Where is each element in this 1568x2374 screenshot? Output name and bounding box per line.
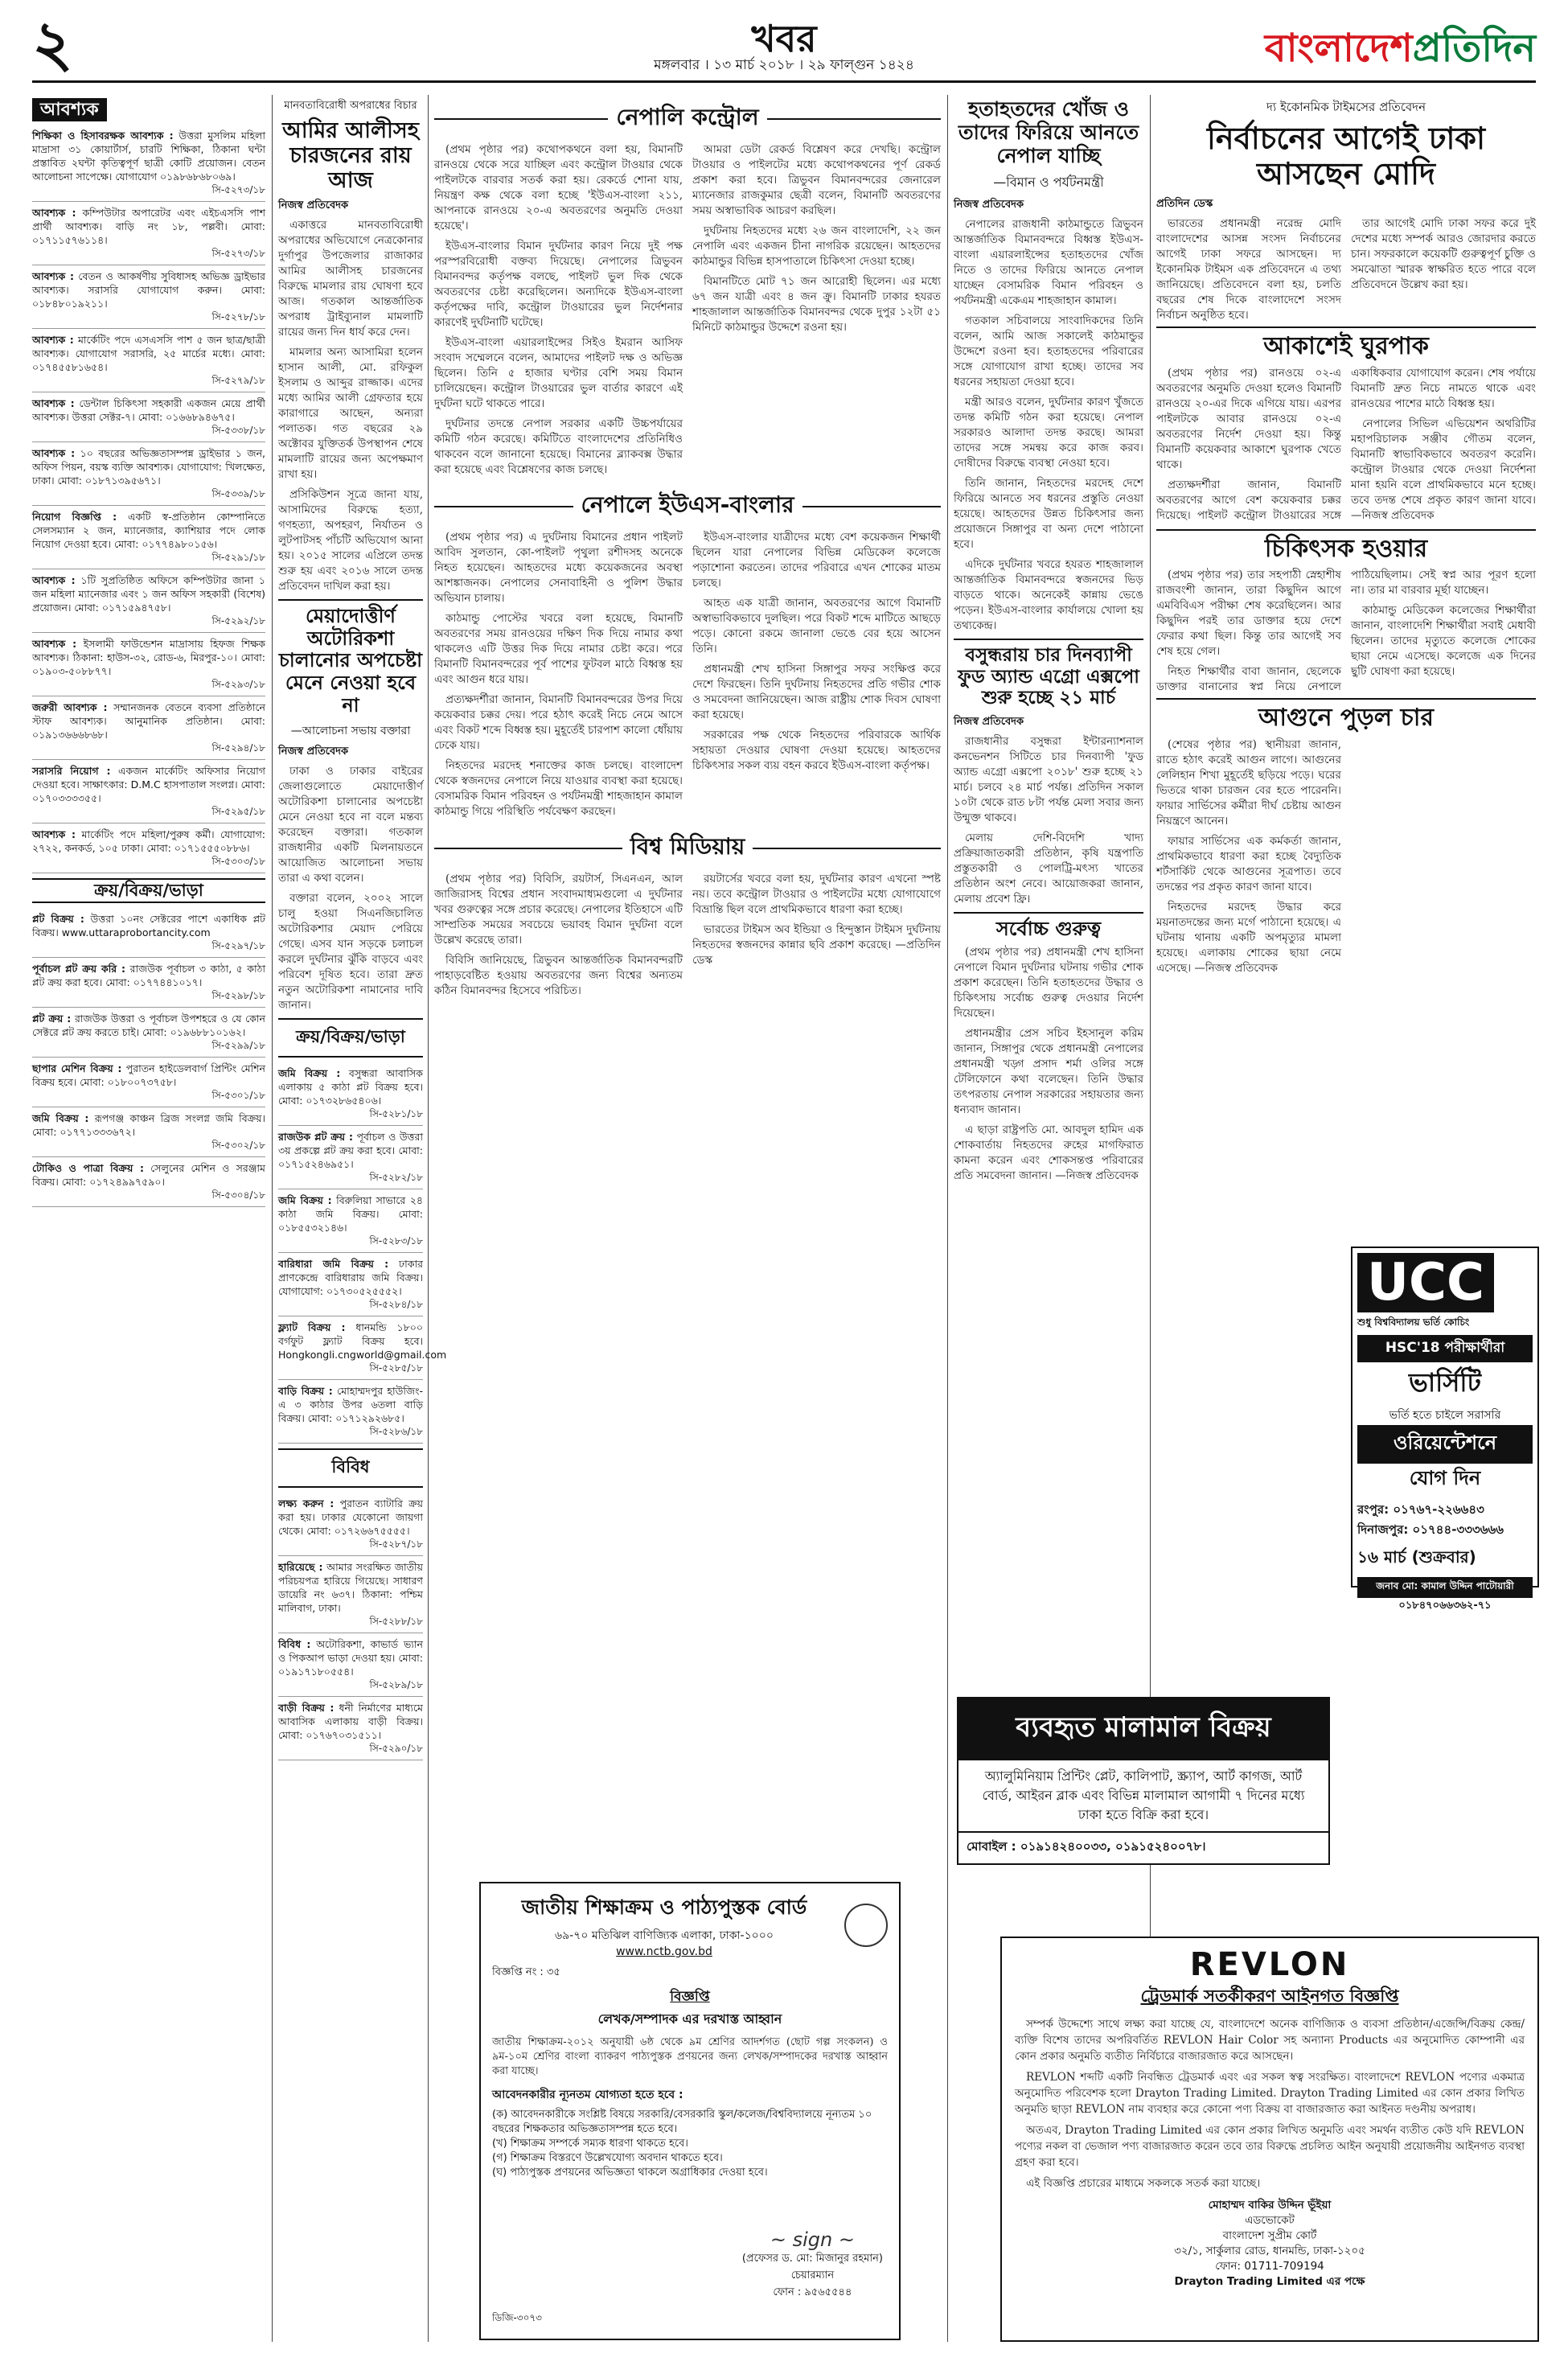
requirements-title: আবেদনকারীর ন্যূনতম যোগ্যতা হতে হবে : bbox=[492, 2089, 683, 2101]
classified-item bbox=[278, 1380, 423, 1444]
requirement-item: (ক) আবেদনকারীকে সংশ্লিষ্ট বিষয়ে সরকারি/বেসরকারি স্কুল/কলেজ/বিশ্ববিদ্যালয়ে নূন্যতম ১০ বছরের শিক্ষকতার অভিজ্ঞতাসম্পন্ন হতে হবে। bbox=[492, 2109, 872, 2135]
classified-title: আবশ্যক : bbox=[32, 638, 77, 650]
article-body bbox=[1156, 216, 1536, 323]
column-rule bbox=[272, 95, 273, 2342]
paragraph: মন্ত্রী আরও বলেন, দুর্ঘটনার কারণ খুঁজতে তদন্ত কমিটি গঠন করা হয়েছে। নেপাল সরকারও আলাদা তদন্ত করছে। আমরা তাদের সঙ্গে সমন্বয় করে কাজ করব। দোষীদের বিরুদ্ধে ব্যবস্থা নেওয়া হবে। bbox=[954, 396, 1143, 470]
classified-body: উত্তরা ১০নং সেক্টরের পাশে একাধিক প্লট বিক্রয়। www.uttaraprobortancity.com bbox=[32, 913, 265, 939]
nctb-seal-icon bbox=[844, 1904, 888, 1947]
page-number: ২ bbox=[32, 7, 73, 80]
article-body bbox=[692, 872, 941, 1004]
paragraph: প্রধানমন্ত্রীর প্রেস সচিব ইহসানুল করিম জানান, সিঙ্গাপুর থেকে প্রধানমন্ত্রী নেপালের প্রধানমন্ত্রী খড়্গ প্রসাদ শর্মা ওলির সঙ্গে টেলিফোনে কথা বলেছেন। তিনি উদ্ধার তৎপরতায় নেপাল সরকারের সহায়তার জন্য ধন্যবাদ জানান। bbox=[954, 1027, 1143, 1117]
classified-item bbox=[32, 506, 265, 569]
paragraph: ভারতের টাইমস অব ইন্ডিয়া ও হিন্দুস্তান টাইমস দুর্ঘটনায় নিহতদের স্বজনদের কান্নার ছবি প্রকাশ করেছে। —প্রতিদিন ডেস্ক bbox=[692, 923, 941, 967]
paragraph: কাঠমান্ডু পোস্টের খবরে বলা হয়েছে, বিমানটি অবতরণের সময় রানওয়ের দক্ষিণ দিক দিয়ে নামার কথা থাকলেও এটি উত্তর দিক দিয়ে নামার চেষ্টা করে। পরে বিমানটি বিমানবন্দরের পূর্ব পাশের ফুটবল মাঠে বিধ্বস্ত হয় এবং আগুন ধরে যায়। bbox=[434, 612, 683, 686]
classified-item bbox=[32, 760, 265, 824]
article-headline: চিকিৎসক হওয়ার bbox=[1156, 529, 1536, 564]
box-heading: ক্রয়/বিক্রয়/ভাড়া bbox=[278, 1018, 423, 1058]
paragraph: তিনি জানান, নিহতদের মরদেহ দেশে ফিরিয়ে আনতে সব ধরনের প্রস্তুতি নেওয়া হয়েছে। আহতদের উন্নত চিকিৎসার জন্য প্রয়োজনে সিঙ্গাপুর বা অন্য দেশে পাঠানো হবে। bbox=[954, 477, 1143, 552]
article-body bbox=[434, 872, 683, 1004]
paragraph: ইউএস-বাংলার বিমান দুর্ঘটনার কারণ নিয়ে দুই পক্ষ পরস্পরবিরোধী বক্তব্য দিয়েছে। নেপালের ত্রিভুবন বিমানবন্দর কর্তৃপক্ষ বলছে, পাইলট ভুল দিক থেকে অবতরণের চেষ্টা করেছিলেন। অন্যদিকে ইউএস-বাংলা কর্তৃপক্ষের দাবি, কন্ট্রোল টাওয়ারের ভুল নির্দেশনার কারণেই দুর্ঘটনাটি ঘটেছে। bbox=[434, 240, 683, 329]
classified-item bbox=[278, 1316, 447, 1380]
classified-body: অটোরিকশা, কাভার্ড ভ্যান ও পিকআপ ভাড়া দেওয়া হয়। মোবা: ০১৯১৭১৮০৫৫৪। bbox=[278, 1638, 423, 1678]
paragraph: নিহতদের মরদেহ শনাক্তের কাজ চলছে। বাংলাদেশ থেকে স্বজনদের নেপালে নিয়ে যাওয়ার ব্যবস্থা করা হয়েছে। বেসামরিক বিমান পরিবহন ও পর্যটনমন্ত্রী শাহজাহান কামাল কাঠমান্ডু গিয়ে পরিস্থিতি পর্যবেক্ষণ করছেন। bbox=[434, 759, 683, 818]
classified-code: সি-৫২৯১/১৮ bbox=[211, 552, 265, 563]
classified-item bbox=[32, 202, 265, 265]
signer-title: চেয়ারম্যান bbox=[790, 2269, 835, 2282]
signer-court: বাংলাদেশ সুপ্রীম কোর্ট bbox=[1222, 2229, 1317, 2242]
article-byline: নিজস্ব প্রতিবেদক bbox=[954, 715, 1024, 728]
paragraph: আহত এক যাত্রী জানান, অবতরণের আগে বিমানটি অস্বাভাবিকভাবে দুলছিল। পরে বিকট শব্দে মাটিতে আছড়ে পড়ে। কোনো রকমে জানালা ভেঙে বের হয়ে আসেন তিনি। bbox=[692, 597, 941, 655]
classified-body: সম্মানজনক বেতনে ব্যবসা প্রতিষ্ঠানে স্টাফ আবশ্যক। আনুমানিক প্রতিষ্ঠান। মোবা: ০১৯১৩৬৬৬৮৬৮। bbox=[32, 701, 265, 741]
article-headline: আমির আলীসহ চারজনের রায় আজ bbox=[282, 118, 419, 194]
classified-body: কম্পিউটার অপারেটর এবং এইচএসসি পাশ প্রার্থী আবশ্যক। বাড়ি নং ১৮, পল্লবী। মোবা: ০১৭১১৫৭৬১১৪। bbox=[32, 207, 265, 246]
classifieds-heading: আবশ্যক bbox=[32, 98, 107, 121]
classified-body: ধানমন্ডি ১৮০০ বর্গফুট ফ্ল্যাট বিক্রয় হবে। Hongkongli.cngworld@gmail.com bbox=[278, 1321, 447, 1362]
paragraph: (প্রথম পৃষ্ঠার পর) এ দুর্ঘটনায় বিমানের প্রধান পাইলট আবিদ সুলতান, কো-পাইলট পৃথুলা রশীদসহ অনেকে নিহত হয়েছেন। আহতদের মধ্যে কয়েকজনের অবস্থা আশঙ্কাজনক। নেপালের সেনাবাহিনী ও পুলিশ উদ্ধার অভিযান চালায়। bbox=[434, 531, 683, 605]
classified-code: সি-৫২৮২/১৮ bbox=[369, 1172, 423, 1184]
paper-logo bbox=[1265, 19, 1536, 83]
ad-hsc: HSC'18 পরীক্ষার্থীরা bbox=[1357, 1335, 1533, 1362]
paragraph: ফায়ার সার্ভিসের এক কর্মকর্তা জানান, প্রাথমিকভাবে ধারণা করা হচ্ছে বৈদ্যুতিক শর্টসার্কিট থেকে আগুনের সূত্রপাত। তবে তদন্তের পর প্রকৃত কারণ জানা যাবে। bbox=[1156, 834, 1341, 893]
classified-code: সি-৫২৯৫/১৮ bbox=[211, 806, 265, 817]
ad-title: ট্রেডমার্ক সতর্কীকরণ আইনগত বিজ্ঞপ্তি bbox=[1140, 1986, 1399, 2006]
ucc-logo: UCC bbox=[1357, 1253, 1494, 1312]
classified-body: সেলুনের মেশিন ও সরঞ্জাম বিক্রয়। মোবা: ০১৭২৪৯৯৭৫৯০। bbox=[32, 1162, 265, 1188]
article-body bbox=[1156, 568, 1536, 695]
classified-item bbox=[32, 633, 265, 696]
classified-title: শিক্ষিকা ও হিসাবরক্ষক আবশ্যক : bbox=[32, 129, 174, 142]
masthead bbox=[32, 8, 1536, 83]
classified-title: জরুরী আবশ্যক : bbox=[32, 701, 108, 713]
classified-code: সি-৫২৮৮/১৮ bbox=[369, 1616, 423, 1628]
classified-title: বাড়ি বিক্রয় : bbox=[278, 1385, 333, 1398]
paragraph: বক্তারা বলেন, ২০০২ সালে চালু হওয়া সিএনজিচালিত অটোরিকশার মেয়াদ পেরিয়ে গেছে। এসব যান সড়কে চলাচল করলে দুর্ঘটনার ঝুঁকি বাড়বে এবং পরিবেশ দূষিত হবে। তারা দ্রুত নতুন অটোরিকশা নামানোর দাবি জানান। bbox=[278, 892, 423, 1012]
ad-dg-ref: ডিজি-৩০৭৩ bbox=[492, 2312, 542, 2323]
paragraph: রয়টার্সের খবরে বলা হয়, দুর্ঘটনার কারণ এখনো স্পষ্ট নয়। তবে কন্ট্রোল টাওয়ার ও পাইলটের মধ্যে যোগাযোগে বিভ্রান্তি ছিল বলে প্রাথমিকভাবে ধারণা করা হচ্ছে। bbox=[692, 873, 941, 916]
classified-title: রাজউক প্লট ক্রয় : bbox=[278, 1131, 353, 1144]
classified-code: সি-৫২৭৩/১৮ bbox=[211, 184, 265, 195]
ad-join: যোগ দিন bbox=[1409, 1467, 1481, 1489]
classified-item bbox=[32, 1157, 265, 1207]
article-byline: নিজস্ব প্রতিবেদক bbox=[954, 199, 1024, 212]
paragraph: সম্পর্ক উদ্দেশ্যে সাথে লক্ষ্য করা যাচ্ছে যে, বাংলাদেশে অনেক বাণিজ্যিক ও ব্যবসা প্রতিষ্ঠান/এজেন্সি/বিক্রয় কেন্দ্র/ ব্যক্তি বিশেষ তাদের অপরিবর্তিত REVLON Hair Color সহ অন্যান্য Products এর অনুমোদিত কোম্পানী এর কোন প্রকার অনুমতি ব্যতীত নির্বিচারে বাজারজাত করে আসছেন। bbox=[1015, 2018, 1525, 2063]
ad-phone: ০১৮৪৭০৬৬৩৬২-৭১ bbox=[1398, 1600, 1492, 1612]
column-2 bbox=[278, 95, 447, 2342]
classified-code: সি-৫৩৩৮/১৮ bbox=[211, 425, 265, 436]
classified-title: ফ্ল্যাট বিক্রয় : bbox=[278, 1321, 346, 1334]
article-headline: বসুন্ধরায় চার দিনব্যাপী ফুড অ্যান্ড এগ্রো এক্সপো শুরু হচ্ছে ২১ মার্চ bbox=[954, 639, 1143, 709]
paragraph: (প্রথম পৃষ্ঠার পর) বিবিসি, রয়টার্স, সিএনএন, আল জাজিরাসহ বিশ্বের প্রধান সংবাদমাধ্যমগুলো এ দুর্ঘটনার খবর গুরুত্বের সঙ্গে প্রচার করেছে। নেপালের ইতিহাসে এটি সাম্প্রতিক সময়ের সবচেয়ে ভয়াবহ বিমান দুর্ঘটনা বলে উল্লেখ করেছে তারা। bbox=[434, 873, 683, 947]
classified-body: আমার সংরক্ষিত জাতীয় পরিচয়পত্র হারিয়ে গিয়েছে। সাধারণ ডায়েরি নং ৬৩৭। ঠিকানা: পশ্চিম মালিবাগ, ঢাকা। bbox=[278, 1561, 423, 1615]
classified-code: সি-৫২৮৯/১৮ bbox=[369, 1679, 423, 1691]
paragraph: তার আগেই মোদি ঢাকা সফর করে দুই দেশের মধ্যে সম্পর্ক আরও জোরদার করতে চান। সফরকালে কয়েকটি গুরুত্বপূর্ণ চুক্তি ও সমঝোতা স্মারক স্বাক্ষরিত হতে পারে বলে প্রতিবেদনে উল্লেখ করা হয়। bbox=[1351, 217, 1536, 292]
ad-dinajpur: দিনাজপুর: ০১৭৪৪-৩৩৩৬৬৬ bbox=[1357, 1522, 1504, 1537]
ad-orientation: ওরিয়েন্টেশনে bbox=[1357, 1425, 1533, 1464]
classified-title: টোকিও ও পাত্রা বিক্রয় : bbox=[32, 1162, 144, 1174]
article-body bbox=[954, 734, 1143, 907]
classified-title: আবশ্যক : bbox=[32, 334, 74, 346]
requirement-item: (খ) শিক্ষাক্রম সম্পর্কে সম্যক ধারণা থাকতে হবে। bbox=[492, 2138, 688, 2150]
classified-code: সি-৫২৮৪/১৮ bbox=[369, 1299, 423, 1311]
classified-item bbox=[32, 1058, 265, 1107]
classified-item bbox=[32, 696, 265, 760]
ad-body bbox=[1015, 2016, 1525, 2191]
classified-item bbox=[32, 125, 265, 202]
paragraph: (প্রথম পৃষ্ঠার পর) রানওয়ে ০২-এ অবতরণের অনুমতি দেওয়া হলেও বিমানটি রানওয়ে ২০-এর দিকে এগিয়ে যায়। এরপর পাইলটকে আবার রানওয়ে ০২-এ অবতরণের নির্দেশ দেওয়া হয়। কিন্তু বিমানটি কয়েকবার আকাশে ঘুরপাক খেতে থাকে। bbox=[1156, 366, 1341, 471]
classified-item bbox=[32, 824, 265, 873]
paragraph: (প্রথম পৃষ্ঠার পর) প্রধানমন্ত্রী শেখ হাসিনা নেপালে বিমান দুর্ঘটনার ঘটনায় গভীর শোক প্রকাশ করেছেন। তিনি হতাহতদের উদ্ধার ও চিকিৎসায় সর্বোচ্চ গুরুত্ব দেওয়ার নির্দেশ দিয়েছেন। bbox=[954, 946, 1143, 1021]
paragraph: মেলায় দেশি-বিদেশি খাদ্য প্রক্রিয়াজাতকারী প্রতিষ্ঠান, কৃষি যন্ত্রপাতি প্রস্তুতকারী ও পোলট্রি-মৎস্য খাতের প্রতিষ্ঠান অংশ নেবে। আয়োজকরা জানান, মেলায় প্রবেশ ফ্রি। bbox=[954, 831, 1143, 906]
ad-title: ব্যবহৃত মালামাল বিক্রয় bbox=[958, 1698, 1328, 1760]
classified-item bbox=[32, 442, 265, 506]
classified-code: সি-৫২৭৮/১৮ bbox=[211, 311, 265, 322]
classified-body: রাজউক উত্তরা ও পূর্বাচল উপশহরে ও যে কোন সেক্টরে প্লট ক্রয় করতে চাই। মোবা: ০১৯৬৮৮১০১৬২। bbox=[32, 1012, 265, 1038]
article-headline: হতাহতদের খোঁজ ও তাদের ফিরিয়ে আনতে নেপাল যাচ্ছি bbox=[958, 97, 1139, 167]
paragraph: রাজধানীর বসুন্ধরা ইন্টারন্যাশনাল কনভেনশন সিটিতে চার দিনব্যাপী 'ফুড অ্যান্ড এগ্রো এক্সপো ২০১৮' শুরু হচ্ছে ২১ মার্চ। চলবে ২৪ মার্চ পর্যন্ত। প্রতিদিন সকাল ১০টা থেকে রাত ৮টা পর্যন্ত মেলা সবার জন্য উন্মুক্ত থাকবে। bbox=[954, 734, 1143, 824]
signer-phone: ফোন: 01711-709194 bbox=[1215, 2260, 1324, 2273]
classified-title: পূর্বাচল প্লট ক্রয় করি : bbox=[32, 963, 126, 975]
classified-code: সি-৫২৮৫/১৮ bbox=[369, 1362, 423, 1374]
classified-title: আবশ্যক : bbox=[32, 574, 76, 586]
notice-title: বিজ্ঞপ্তি bbox=[670, 1989, 710, 2005]
revlon-advertisement bbox=[1000, 1937, 1539, 2342]
paragraph: নিহত শিক্ষার্থীর বাবা জানান, ছেলেকে ডাক্তার বানানোর স্বপ্ন নিয়ে নেপালে পাঠিয়েছিলাম। সেই স্বপ্ন আর পূরণ হলো না। তার মা বারবার মূর্ছা যাচ্ছেন। bbox=[1156, 569, 1536, 694]
classified-title: ছাপার মেশিন বিক্রয় : bbox=[32, 1062, 122, 1074]
ad-ref: বিজ্ঞপ্তি নং : ৩৫ bbox=[492, 1966, 560, 1978]
ucc-advertisement bbox=[1351, 1247, 1539, 1612]
classified-body: ধনী নির্মাণের মাধ্যমে আবাসিক এলাকায় বাড়ী বিক্রয়। মোবা: ০১৭৬৭০৩১৫১১। bbox=[278, 1702, 423, 1742]
classified-body: পুরাতন ব্যাটারি ক্রয় করা হয়। ঢাকার যেকোনো জায়গা থেকে। মোবা: ০১৭২৬৬৭৫৫৫৫। bbox=[278, 1497, 423, 1538]
paragraph: মামলার অন্য আসামিরা হলেন হাসান আলী, মো. রফিকুল ইসলাম ও আব্দুর রাজ্জাক। এদের মধ্যে আমির আলী গ্রেফতার হয়ে কারাগারে আছেন, অন্যরা পলাতক। গত বছরের ২৯ অক্টোবর যুক্তিতর্ক উপস্থাপন শেষে মামলাটি রায়ের জন্য অপেক্ষমাণ রাখা হয়। bbox=[278, 346, 423, 482]
article-body bbox=[692, 142, 941, 483]
paragraph: ভারতের প্রধানমন্ত্রী নরেন্দ্র মোদি বাংলাদেশের আসন্ন সংসদ নির্বাচনের আগেই ঢাকা সফরে আসছেন। দ্য ইকোনমিক টাইমস এক প্রতিবেদনে এ তথ্য জানিয়েছে। প্রতিবেদনে বলা হয়, চলতি বছরের শেষ দিকে বাংলাদেশে সংসদ নির্বাচন অনুষ্ঠিত হবে। bbox=[1156, 217, 1341, 322]
ad-tagline: শুধু বিশ্ববিদ্যালয় ভর্তি কোচিং bbox=[1357, 1316, 1470, 1328]
issue-date: মঙ্গলবার । ১৩ মার্চ ২০১৮ । ২৯ ফাল্গুন ১৪২৪ bbox=[654, 57, 914, 73]
classified-title: জমি বিক্রয় : bbox=[32, 1112, 89, 1124]
article-body bbox=[278, 764, 423, 1013]
classified-item bbox=[32, 265, 265, 329]
classified-item bbox=[32, 569, 265, 633]
nctb-advertisement bbox=[479, 1882, 901, 2340]
classified-title: লক্ষ্য করুন : bbox=[278, 1497, 335, 1510]
classified-item bbox=[278, 1126, 423, 1189]
classified-code: সি-৫২৯৯/১৮ bbox=[211, 1040, 265, 1051]
ad-line: ভর্তি হতে চাইলে সরাসরি bbox=[1389, 1409, 1501, 1422]
classified-code: সি-৫৩০২/১৮ bbox=[211, 1140, 265, 1151]
classified-item bbox=[278, 1253, 423, 1316]
article-body bbox=[434, 142, 683, 483]
classified-title: সরাসরি নিয়োগ : bbox=[32, 765, 111, 777]
article-headline: আগুনে পুড়ল চার bbox=[1156, 698, 1536, 733]
classified-item bbox=[278, 1493, 423, 1556]
classified-title: বিবিধ : bbox=[278, 1638, 311, 1651]
classified-item bbox=[32, 329, 265, 392]
paragraph: নিহতদের মরদেহ উদ্ধার করে ময়নাতদন্তের জন্য মর্গে পাঠানো হয়েছে। এ ঘটনায় থানায় একটি অপমৃত্যুর মামলা হয়েছে। এলাকায় শোকের ছায়া নেমে এসেছে। —নিজস্ব প্রতিবেদক bbox=[1156, 900, 1341, 975]
paragraph: প্রসিকিউশন সূত্রে জানা যায়, আসামিদের বিরুদ্ধে হত্যা, গণহত্যা, অপহরণ, নির্যাতন ও লুটপাটসহ পাঁচটি অভিযোগ আনা হয়। ২০১৫ সালের এপ্রিলে তদন্ত শুরু হয় এবং ২০১৬ সালে তদন্ত প্রতিবেদন দাখিল করা হয়। bbox=[278, 488, 423, 594]
classified-body: রূপগঞ্জ কাঞ্চন ব্রিজ সংলগ্ন জমি বিক্রয়। মোবা: ০১৭৭১৩৩৩৬৭২। bbox=[32, 1112, 265, 1138]
classified-body: বিরুলিয়া সাভারে ২৪ কাঠা জমি বিক্রয়। মোবা: ০১৮৫৫৩২১৪৬। bbox=[278, 1194, 423, 1234]
ad-title: জাতীয় শিক্ষাক্রম ও পাঠ্যপুস্তক বোর্ড bbox=[521, 1896, 807, 1919]
classified-body: একটি স্ব-প্রতিষ্ঠান কোম্পানিতে সেলসম্যান ২ জন, ম্যানেজার, ক্যাশিয়ার পদে লোক নিয়োগ দেওয়া হবে। মোবা: ০১৭৭৪৯৮০১৫৬। bbox=[32, 511, 265, 550]
classified-title: আবশ্যক : bbox=[32, 270, 75, 282]
article-headline: আকাশেই ঘুরপাক bbox=[1156, 327, 1536, 361]
classified-item bbox=[32, 1008, 265, 1058]
article-body bbox=[278, 218, 423, 594]
article-body bbox=[954, 945, 1143, 1184]
paragraph: সরকারের পক্ষ থেকে নিহতদের পরিবারকে আর্থিক সহায়তা দেওয়ার ঘোষণা দেওয়া হয়েছে। আহতদের চিকিৎসার সকল ব্যয় বহন করবে ইউএস-বাংলা কর্তৃপক্ষ। bbox=[692, 729, 941, 772]
classified-code: সি-৫৩০৩/১৮ bbox=[211, 856, 265, 867]
paragraph: বিমানটিতে মোট ৭১ জন আরোহী ছিলেন। এর মধ্যে ৬৭ জন যাত্রী এবং ৪ জন ক্রু। বিমানটি ঢাকার হযরত শাহজালাল আন্তর্জাতিক বিমানবন্দর থেকে দুপুর ১২টা ৫১ মিনিটে কাঠমান্ডুর উদ্দেশে রওনা হয়। bbox=[692, 275, 941, 334]
article-body bbox=[692, 530, 941, 824]
ad-contact: জনাব মো: কামাল উদ্দিন পাটোয়ারী bbox=[1357, 1577, 1533, 1598]
classified-code: সি-৫২৮৬/১৮ bbox=[369, 1426, 423, 1438]
article-kicker: —বিমান ও পর্যটনমন্ত্রী bbox=[993, 175, 1104, 191]
classified-code: সি-৫২৮১/১৮ bbox=[369, 1108, 423, 1120]
classified-body: রাজউক পূর্বাচল ৩ কাঠা, ৫ কাঠা প্লট ক্রয় করা হবে। মোবা: ০১৭৭৪৪১০১৭। bbox=[32, 963, 265, 988]
article-body bbox=[954, 217, 1143, 634]
classified-item bbox=[278, 1633, 423, 1697]
paragraph: প্রত্যক্ষদর্শীরা জানান, বিমানটি বিমানবন্দরের উপর দিয়ে কয়েকবার চক্কর দেয়। পরে হঠাৎ করেই নিচে নেমে আসে এবং বিকট শব্দে বিধ্বস্ত হয়। মুহূর্তেই চারপাশ কালো ধোঁয়ায় ঢেকে যায়। bbox=[434, 693, 683, 752]
paper-logo-part1: বাংলাদেশ bbox=[1264, 26, 1413, 71]
signer-for: Drayton Trading Limited এর পক্ষে bbox=[1174, 2275, 1365, 2288]
classified-body: ঢাকার প্রাণকেন্দ্রে বারিধারায় জমি বিক্রয়। যোগাযোগ: ০১৭৩০৫২৫৫৫২। bbox=[278, 1258, 423, 1298]
classified-item bbox=[32, 958, 265, 1008]
classified-code: সি-৫২৯৪/১৮ bbox=[211, 742, 265, 754]
paragraph: এই বিজ্ঞপ্তি প্রচারের মাধ্যমে সকলকে সতর্ক করা যাচ্ছে। bbox=[1026, 2177, 1261, 2190]
paragraph: এদিকে দুর্ঘটনার খবরে হযরত শাহজালাল আন্তর্জাতিক বিমানবন্দরে স্বজনদের ভিড় বাড়তে থাকে। অনেকেই কান্নায় ভেঙে পড়েন। ইউএস-বাংলার কার্যালয়ে খোলা হয় তথ্যকেন্দ্র। bbox=[954, 558, 1143, 633]
classified-title: প্লট ক্রয় : bbox=[32, 1012, 72, 1025]
requirement-item: (ঘ) পাঠ্যপুস্তক প্রণয়নের অভিজ্ঞতা থাকলে অগ্রাধিকার দেওয়া হবে। bbox=[492, 2167, 768, 2179]
ad-varsity: ভার্সিটি bbox=[1408, 1367, 1481, 1398]
classified-code: সি-৫২৯০/১৮ bbox=[369, 1743, 423, 1755]
paragraph: (শেষের পৃষ্ঠার পর) স্থানীয়রা জানান, রাতে হঠাৎ করেই আগুন লাগে। আগুনের লেলিহান শিখা মুহূর্তেই ছড়িয়ে পড়ে। ঘরের ভিতরে থাকা চারজন বের হতে পারেননি। ফায়ার সার্ভিসের কর্মীরা দীর্ঘ চেষ্টায় আগুন নিয়ন্ত্রণে আনেন। bbox=[1156, 737, 1341, 828]
article-headline: নির্বাচনের আগেই ঢাকা আসছেন মোদি bbox=[1207, 121, 1485, 191]
classified-body: মার্কেটিং পদে মহিলা/পুরুষ কর্মী। যোগাযোগ: ২৭২২, কনকর্ড, ১০৫ ঢাকা। মোবা: ০১৭১৫৫৫০৮৮৬। bbox=[32, 828, 265, 854]
paragraph: (প্রথম পৃষ্ঠার পর) তার সহপাঠী স্নেহাশীষ রাজবংশী জানান, তারা কিছুদিন আগে এমবিবিএস পরীক্ষা শেষ করেছিলেন। আর কিছুদিন পরই তার ডাক্তার হয়ে দেশে ফেরার কথা ছিল। কিন্তু তার আগেই সব শেষ হয়ে গেল। bbox=[1156, 569, 1341, 659]
signature: ~ sign ~ bbox=[770, 2228, 855, 2251]
ad-body: অ্যালুমিনিয়াম প্রিন্টিং প্লেট, কালিপাট, স্ক্র্যাপ, আর্ট কাগজ, আর্ট বোর্ড, আইরন ব্লাক এবং বিভিন্ন মালামাল আগামী ৭ দিনের মধ্যে ঢাকা হতে বিক্রি করা হবে। bbox=[982, 1768, 1305, 1822]
article-headline: নেপালি কন্ট্রোল bbox=[434, 100, 941, 138]
notice-subtitle: লেখক/সম্পাদক এর দরখাস্ত আহ্বান bbox=[597, 2011, 782, 2027]
ad-address: ৬৯-৭০ মতিঝিল বাণিজ্যিক এলাকা, ঢাকা-১০০০ bbox=[555, 1929, 774, 1942]
classified-body: বসুন্ধরা আবাসিক এলাকায় ৫ কাঠা প্লট বিক্রয় হবে। মোবা: ০১৭৩২৮৬৫৪০৬। bbox=[278, 1067, 423, 1107]
paragraph: অতএব, Drayton Trading Limited এর কোন প্রকার লিখিত অনুমতি এবং সমর্থন ব্যতীত কেউ যদি REVLON পণ্যের নকল বা ভেজাল পণ্য বাজারজাত করেন তবে তার বিরুদ্ধে প্রচলিত আইন অনুযায়ী প্রয়োজনীয় আইনগত ব্যবস্থা গ্রহণ করা হবে। bbox=[1015, 2124, 1525, 2169]
classified-title: আবশ্যক : bbox=[32, 397, 75, 409]
paragraph: প্রত্যক্ষদর্শীরা জানান, বিমানটি অবতরণের আগে বেশ কয়েকবার চক্কর দিয়েছে। পাইলট কন্ট্রোল টাওয়ারের সঙ্গে একাধিকবার যোগাযোগ করেন। শেষ পর্যায়ে বিমানটি দ্রুত নিচে নামতে থাকে এবং রানওয়ের পাশের মাঠে বিধ্বস্ত হয়। bbox=[1156, 366, 1536, 522]
paragraph: ঢাকা ও ঢাকার বাইরের জেলাগুলোতে মেয়াদোত্তীর্ণ অটোরিকশা চালানোর অপচেষ্টা মেনে নেওয়া হবে না বলে মন্তব্য করেছেন বক্তারা। গতকাল রাজধানীর একটি মিলনায়তনে আয়োজিত আলোচনা সভায় তারা এ কথা বলেন। bbox=[278, 765, 423, 885]
ad-phone: মোবাইল : ০১৯১৪২৪০০৩৩, ০১৯১৫২৪০০৭৮। bbox=[958, 1831, 1328, 1863]
article-kicker: —আলোচনা সভায় বক্তারা bbox=[290, 725, 411, 738]
classified-item bbox=[278, 1189, 423, 1253]
classified-title: জমি বিক্রয় : bbox=[278, 1194, 332, 1207]
signer-name: মোহাম্মদ বাকির উদ্দিন ভূঁইয়া bbox=[1208, 2199, 1332, 2212]
classified-item bbox=[278, 1556, 423, 1633]
article-kicker: মানবতাবিরোধী অপরাধের বিচার bbox=[284, 100, 417, 112]
classified-code: সি-৫২৯২/১৮ bbox=[211, 615, 265, 626]
classified-code: সি-৫৩০১/১৮ bbox=[211, 1090, 265, 1101]
article-body bbox=[1156, 737, 1341, 976]
column-rule bbox=[428, 95, 429, 2342]
ad-date: ১৬ মার্চ (শুক্রবার) bbox=[1357, 1547, 1476, 1567]
classified-body: বেতন ও আকর্ষণীয় সুবিধাসহ অভিজ্ঞ ড্রাইভার আবশ্যক। সরাসরি যোগাযোগ করুন। মোবা: ০১৮৪৮০১৯২১১। bbox=[32, 270, 266, 310]
classifieds-column bbox=[32, 95, 265, 2342]
paragraph: দুর্ঘটনায় নিহতদের মধ্যে ২৬ জন বাংলাদেশি, ২২ জন নেপালি এবং একজন চীনা নাগরিক রয়েছেন। আহতদের কাঠমান্ডুর বিভিন্ন হাসপাতালে চিকিৎসা দেওয়া হচ্ছে। bbox=[692, 224, 941, 268]
paragraph: একাত্তরে মানবতাবিরোধী অপরাধের অভিযোগে নেত্রকোনার দুর্গাপুর উপজেলার রাজাকার আমির আলীসহ চারজনের বিরুদ্ধে মামলার রায় ঘোষণা হবে আজ। গতকাল আন্তর্জাতিক অপরাধ ট্রাইব্যুনাল মামলাটি রায়ের জন্য দিন ধার্য করে দেন। bbox=[278, 219, 423, 339]
classified-title: আবশ্যক : bbox=[32, 207, 76, 219]
signer-title: এডভোকেট bbox=[1245, 2214, 1295, 2227]
classified-body: ডেন্টাল চিকিৎসা সহকারী একজন মেয়ে প্রার্থী আবশ্যক। উত্তরা সেক্টর-৭। মোবা: ০১৬৬৮৯৪৬৭৫। bbox=[32, 397, 265, 423]
notice-body: জাতীয় শিক্ষাক্রম-২০১২ অনুযায়ী ৬ষ্ঠ থেকে ৯ম শ্রেণির আদর্শগত (ছোট গল্প সংকলন) ও ৯ম-১০ম শ্রেণির বাংলা ব্যাকরণ পাঠ্যপুস্তক প্রণয়নের জন্য লেখক/সম্পাদকের দরখাস্ত আহ্বান করা যাচ্ছে। bbox=[492, 2036, 888, 2077]
signer-name: (প্রফেসর ড. মো: মিজানুর রহমান) bbox=[741, 2253, 883, 2265]
paragraph: কাঠমান্ডু মেডিকেল কলেজের শিক্ষার্থীরা জানান, বাংলাদেশি শিক্ষার্থীরা সবাই মেধাবী ছিলেন। তাদের মৃত্যুতে কলেজে শোকের ছায়া নেমে এসেছে। কলেজে এক দিনের ছুটি ঘোষণা করা হয়েছে। bbox=[1351, 604, 1536, 679]
classified-code: সি-৫২৭৩/১৮ bbox=[211, 248, 265, 259]
signer-phone: ফোন : ৯৫৬৫৫৪৪ bbox=[773, 2286, 852, 2298]
classified-item bbox=[32, 1107, 265, 1157]
classified-body: পূর্বাচল ও উত্তরা ৩য় প্রকল্পে প্লট ক্রয় করা হবে। মোবা: ০১৭১৫২৪৬৯৫১। bbox=[278, 1131, 423, 1171]
paragraph: নেপালের সিভিল এভিয়েশন অথরিটির মহাপরিচালক সঞ্জীব গৌতম বলেন, বিমানটি স্বাভাবিকভাবে অবতরণ করেনি। কন্ট্রোল টাওয়ার থেকে দেওয়া নির্দেশনা মানা হয়নি বলে প্রাথমিকভাবে মনে হচ্ছে। তবে তদন্ত শেষে প্রকৃত কারণ জানা যাবে। —নিজস্ব প্রতিবেদক bbox=[1351, 417, 1536, 522]
revlon-logo: REVLON bbox=[1189, 1946, 1350, 1983]
classified-code: সি-৫৩০৪/১৮ bbox=[211, 1189, 265, 1201]
classified-title: আবশ্যক : bbox=[32, 828, 76, 840]
classified-body: ১০ বছরের অভিজ্ঞতাসম্পন্ন ড্রাইভার ১ জন, অফিস পিয়ন, বয়স্ক ব্যক্তি আবশ্যক। যোগাযোগ: খিলক্ষেত, ঢাকা। মোবা: ০১৮৭১৩৯৫৬৭১। bbox=[32, 447, 265, 487]
ad-rangpur: রংপুর: ০১৭৬৭-২২৬৬৪৩ bbox=[1357, 1502, 1484, 1517]
article-headline: বিশ্ব মিডিয়ায় bbox=[434, 829, 941, 867]
classified-body: উত্তরা মুসলিম মহিলা মাদ্রাসা ৩১ কোয়ার্টার্স, চারটি শিক্ষিকা, ঠিকানা ঘন্টা প্রস্তাবিত ২ঘন্টা কৃতিত্বপূর্ণ ছাত্রী কোটি প্রয়োজন। বেতন আলোচনা সাপেক্ষে। যোগাযোগ ০১৯৮৬৮৬৮০৬৯। bbox=[32, 129, 265, 183]
box-heading: বিবিধ bbox=[278, 1448, 423, 1488]
classified-title: প্লট বিক্রয় : bbox=[32, 913, 84, 925]
classifieds-heading-kroy: ক্রয়/বিক্রয়/ভাড়া bbox=[32, 878, 265, 903]
classified-body: ইসলামী ফাউন্ডেশন মাদ্রাসায় হিফজ শিক্ষক আবশ্যক। ঠিকানা: হাউস-৩২, রোড-৬, মিরপুর-১০। মোবা: ০১৯০৩-৫০৮৮৭৭। bbox=[32, 638, 266, 677]
classified-title: নিয়োগ বিজ্ঞপ্তি : bbox=[32, 511, 117, 523]
paragraph: (প্রথম পৃষ্ঠার পর) কথোপকথনে বলা হয়, বিমানটি রানওয়ে থেকে সরে যাচ্ছিল এবং কন্ট্রোল টাওয়ার থেকে পাইলটকে বারবার সতর্ক করা হয়। রেকর্ডে শোনা যায়, নিয়ন্ত্রণ কক্ষ থেকে বলা হচ্ছে 'ইউএস-বাংলা ২১১, আপনাকে রানওয়ে ২০-এ অবতরণের অনুমতি দেওয়া হয়েছে'। bbox=[434, 143, 683, 232]
classified-title: হারিয়েছে : bbox=[278, 1561, 323, 1574]
section-name: খবর bbox=[751, 17, 817, 60]
classified-code: সি-৫২৮৭/১৮ bbox=[369, 1538, 423, 1550]
classified-body: ১টি সুপ্রতিষ্ঠিত অফিসে কম্পিউটার জানা ১ জন মহিলা ম্যানেজার এবং ১ জন অফিস সহকারী (বিশেষ) প্রয়োজন। মোবা: ০১৭১৫৯৪৭৫৮। bbox=[32, 574, 265, 614]
article-headline: নেপালে ইউএস-বাংলার bbox=[434, 487, 941, 525]
article-byline: নিজস্ব প্রতিবেদক bbox=[278, 745, 349, 758]
paragraph: নেপালের রাজধানী কাঠমান্ডুতে ত্রিভুবন আন্তর্জাতিক বিমানবন্দরে বিধ্বস্ত ইউএস-বাংলা এয়ারলাইন্সের হতাহতদের খোঁজ নিতে ও তাদের ফিরিয়ে আনতে নেপাল যাচ্ছেন বেসামরিক বিমান পরিবহন ও পর্যটনমন্ত্রী একেএম শাহজাহান কামাল। bbox=[954, 218, 1143, 308]
article-headline: মেয়াদোত্তীর্ণ অটোরিকশা চালানোর অপচেষ্টা মেনে নেওয়া হবে না bbox=[278, 599, 423, 717]
classified-title: আবশ্যক : bbox=[32, 447, 76, 459]
classified-item bbox=[32, 908, 265, 958]
classified-item bbox=[32, 392, 265, 442]
paragraph: প্রধানমন্ত্রী শেখ হাসিনা সিঙ্গাপুর সফর সংক্ষিপ্ত করে দেশে ফিরছেন। তিনি দুর্ঘটনায় নিহতদের প্রতি গভীর শোক ও সমবেদনা জানিয়েছেন। আজ রাষ্ট্রীয় শোক দিবস ঘোষণা করা হয়েছে। bbox=[692, 663, 941, 721]
paragraph: ইউএস-বাংলা এয়ারলাইন্সের সিইও ইমরান আসিফ সংবাদ সম্মেলনে বলেন, আমাদের পাইলট দক্ষ ও অভিজ্ঞ ছিলেন। তিনি ৫ হাজার ঘণ্টার বেশি সময় বিমান চালিয়েছেন। কন্ট্রোল টাওয়ারের ভুল বার্তার কারণে এই দুর্ঘটনা ঘটে থাকতে পারে। bbox=[434, 336, 683, 410]
article-byline: নিজস্ব প্রতিবেদক bbox=[278, 199, 349, 212]
article-kicker: দ্য ইকোনমিক টাইমসের প্রতিবেদন bbox=[1266, 100, 1426, 114]
classified-code: সি-৫২৯৩/১৮ bbox=[211, 679, 265, 690]
classified-code: সি-৫২৯৮/১৮ bbox=[211, 990, 265, 1001]
ad-website: www.nctb.gov.bd bbox=[616, 1945, 712, 1958]
paragraph: REVLON শব্দটি একটি নিবন্ধিত ট্রেডমার্ক এবং এর সকল স্বত্ব সংরক্ষিত। বাংলাদেশে REVLON পণ্যের একমাত্র অনুমোদিত পরিবেশক হলো Drayton Trading Limited. Drayton Trading Limited এর কোন প্রকার লিখিত অনুমতি ছাড়া REVLON নাম ব্যবহার করে কোনো পণ্য বিক্রয় বা বাজারজাত করা আইনত দণ্ডনীয় অপরাধ। bbox=[1015, 2071, 1525, 2116]
paper-logo-part2: প্রতিদিন bbox=[1412, 26, 1536, 71]
classified-code: সি-৫২৯৭/১৮ bbox=[211, 940, 265, 951]
requirement-item: (গ) শিক্ষাক্রম বিস্তরণে উল্লেখযোগ্য অবদান থাকতে হবে। bbox=[492, 2152, 723, 2164]
paragraph: ইউএস-বাংলার যাত্রীদের মধ্যে বেশ কয়েকজন শিক্ষার্থী ছিলেন যারা নেপালের বিভিন্ন মেডিকেল কলেজে পড়াশোনা করতেন। তাদের পরিবারে এখন শোকের মাতম চলছে। bbox=[692, 531, 941, 589]
classified-item bbox=[278, 1697, 423, 1760]
paragraph: এ ছাড়া রাষ্ট্রপতি মো. আবদুল হামিদ এক শোকবার্তায় নিহতদের রুহের মাগফিরাত কামনা করেন এবং শোকসন্তপ্ত পরিবারের প্রতি সমবেদনা জানান। —নিজস্ব প্রতিবেদক bbox=[954, 1123, 1143, 1183]
article-headline: সর্বোচ্চ গুরুত্ব bbox=[954, 912, 1143, 941]
article-body bbox=[1156, 366, 1536, 526]
classified-title: বারিধারা জমি বিক্রয় : bbox=[278, 1258, 389, 1271]
classified-item bbox=[278, 1062, 423, 1126]
paragraph: আমরা ডেটা রেকর্ড বিশ্লেষণ করে দেখছি। কন্ট্রোল টাওয়ার ও পাইলটের মধ্যে কথোপকথনের পূর্ণ রেকর্ড প্রকাশ করা হবে। ত্রিভুবন বিমানবন্দরের জেনারেল ম্যানেজার রাজকুমার ছেত্রী বলেন, বিমানটি অবতরণের সময় অস্বাভাবিক আচরণ করছিল। bbox=[692, 143, 941, 217]
classified-title: বাড়ী বিক্রয় : bbox=[278, 1702, 335, 1715]
classified-body: মার্কেটিং পদে এসএসসি পাশ ৫ জন ছাত্র/ছাত্রী আবশ্যক। যোগাযোগ সরাসরি, ২৫ মার্চের মধ্যে। মোবা: ০১৭৪৫৫৮১৬৫৪। bbox=[32, 334, 266, 373]
classified-body: মোহাম্মদপুর হাউজিং-এ ৩ কাঠার উপর ৬তলা বাড়ি বিক্রয়। মোবা: ০১৭১২৯২৬৮৫। bbox=[278, 1385, 423, 1425]
article-byline: প্রতিদিন ডেস্ক bbox=[1156, 198, 1213, 211]
classified-code: সি-৫২৭৯/১৮ bbox=[211, 375, 265, 386]
paragraph: বিবিসি জানিয়েছে, ত্রিভুবন আন্তর্জাতিক বিমানবন্দরটি পাহাড়বেষ্টিত হওয়ায় অবতরণের জন্য বিশ্বের অন্যতম কঠিন বিমানবন্দর হিসেবে পরিচিত। bbox=[434, 954, 683, 997]
classified-body: একজন মার্কেটিং অফিসার নিয়োগ দেওয়া হবে। সাক্ষাৎকার: D.M.C হাসপাতাল সংলগ্ন। মোবা: ০১৭০৩৩৩৩৫৫। bbox=[32, 765, 265, 804]
classified-code: সি-৫৩৩৯/১৮ bbox=[211, 488, 265, 499]
article-body bbox=[434, 530, 683, 824]
classified-code: সি-৫২৮৩/১৮ bbox=[369, 1235, 423, 1247]
classified-body: পুরাতন হাইডেলবার্গ প্রিন্টিং মেশিন বিক্রয় হবে। মোবা: ০১৮০০৭৩৭৫৮। bbox=[32, 1062, 265, 1088]
classified-title: জমি বিক্রয় : bbox=[278, 1067, 341, 1080]
signer-address: ৩২/১, সার্কুলার রোড, ধানমন্ডি, ঢাকা-১২০৫ bbox=[1174, 2245, 1365, 2257]
paragraph: দুর্ঘটনার তদন্তে নেপাল সরকার একটি উচ্চপর্যায়ের কমিটি গঠন করেছে। কমিটিতে বাংলাদেশের প্রতিনিধিও থাকবেন বলে জানানো হয়েছে। বিমানের ব্ল্যাকবক্স উদ্ধার করা হয়েছে এবং বিশ্লেষণের কাজ চলছে। bbox=[434, 417, 683, 476]
column-rule bbox=[947, 95, 948, 2342]
paragraph: গতকাল সচিবালয়ে সাংবাদিকদের তিনি বলেন, আমি আজ সকালেই কাঠমান্ডুর উদ্দেশে রওনা হব। হতাহতদের পরিবারের সঙ্গে যোগাযোগ রাখা হচ্ছে। তাদের সব ধরনের সহায়তা দেওয়া হবে। bbox=[954, 314, 1143, 389]
